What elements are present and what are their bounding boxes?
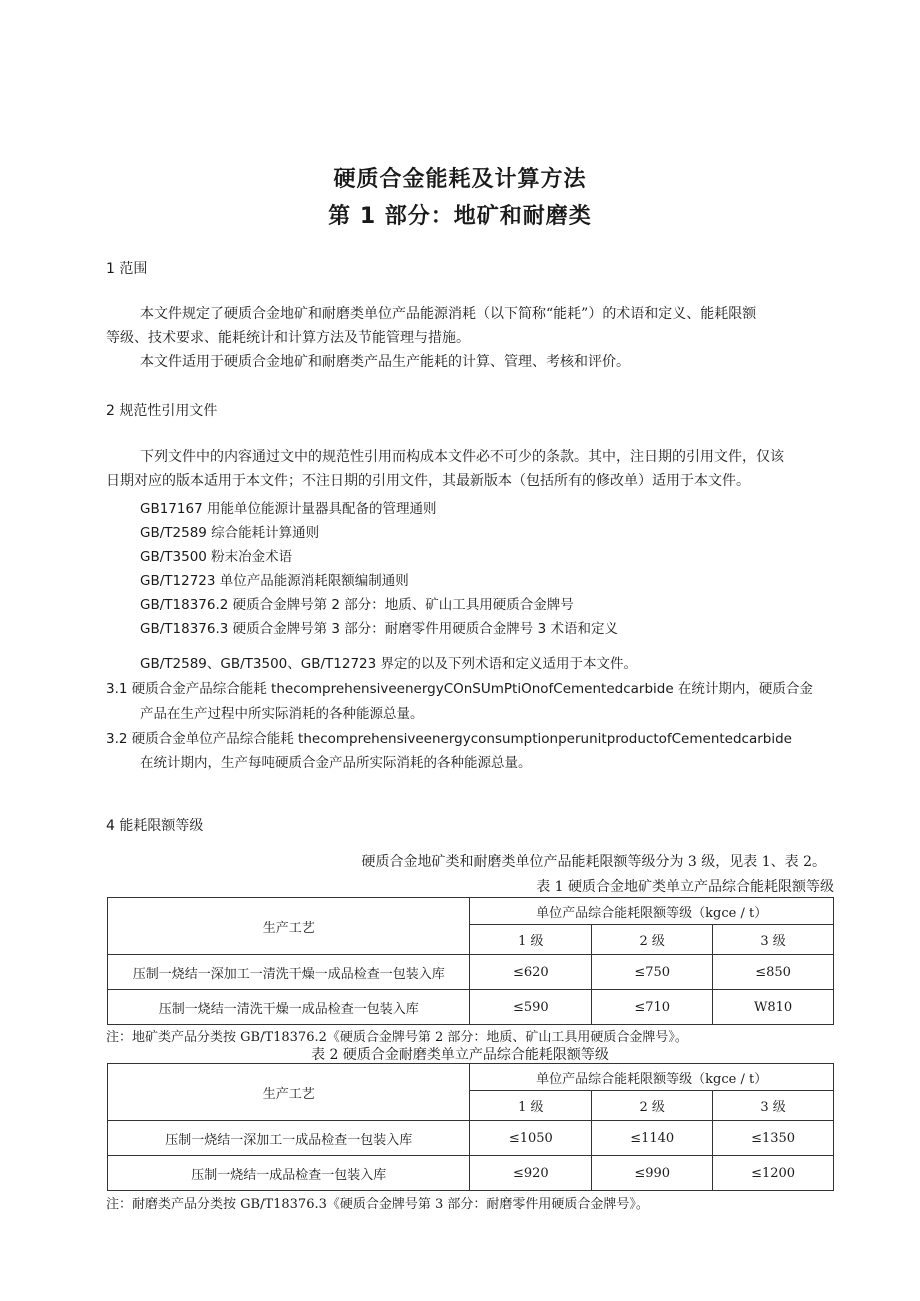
table-1-row-1-process: 压制一烧结一深加工一清洗干燥一成品检查一包装入库 <box>108 955 470 990</box>
table-1-header-level-2: 2 级 <box>592 925 713 955</box>
table-1-row-1-level-3: ≤850 <box>713 955 834 990</box>
document-title: 硬质合金能耗及计算方法 <box>333 167 587 192</box>
table-1-row-1-level-1: ≤620 <box>470 955 592 990</box>
section-1-paragraph-1-line-1: 本文件规定了硬质合金地矿和耐磨类单位产品能源消耗（以下简称“能耗”）的术语和定义、能耗限额 <box>140 306 757 322</box>
table-row <box>108 1121 834 1156</box>
table-2-row-1-level-2: ≤1140 <box>592 1121 713 1156</box>
table-2-row-1-level-1: ≤1050 <box>470 1121 592 1156</box>
term-3-2-line-2: 在统计期内，生产每吨硬质合金产品所实际消耗的各种能源总量。 <box>140 755 532 771</box>
table-2-row-2-level-3: ≤1200 <box>713 1156 834 1191</box>
reference-item: GB/T18376.2 硬质合金牌号第 2 部分：地质、矿山工具用硬质合金牌号 <box>140 597 574 613</box>
table-2-row-2-level-2: ≤990 <box>592 1156 713 1191</box>
section-4-intro: 硬质合金地矿类和耐磨类单位产品能耗限额等级分为 3 级，见表 1、表 2。 <box>361 854 826 870</box>
table-2-caption: 表 2 硬质合金耐磨类单立产品综合能耗限额等级 <box>311 1047 609 1063</box>
table-2-row-1-process: 压制一烧结一深加工一成品检查一包装入库 <box>108 1121 470 1156</box>
table-1-header-group: 单位产品综合能耗限额等级（kgce / t） <box>470 898 834 925</box>
table-1-header-level-3: 3 级 <box>713 925 834 955</box>
section-2-paragraph-line-2: 日期对应的版本适用于本文件；不注日期的引用文件，其最新版本（包括所有的修改单）适用于本文件。 <box>106 473 750 489</box>
table-1-row-2-level-3: W810 <box>713 990 834 1025</box>
section-3-intro: GB/T2589、GB/T3500、GB/T12723 界定的以及下列术语和定义适用于本文件。 <box>140 656 638 672</box>
table-1-caption: 表 1 硬质合金地矿类单立产品综合能耗限额等级 <box>536 879 834 895</box>
section-1-paragraph-1-line-2: 等级、技术要求、能耗统计和计算方法及节能管理与措施。 <box>106 330 470 346</box>
table-1-row-1-level-2: ≤750 <box>592 955 713 990</box>
term-3-2-line-1: 3.2 硬质合金单位产品综合能耗 thecomprehensiveenergyconsumptionperunitproductofCementedcarbide <box>106 731 792 747</box>
document-subtitle: 第 1 部分：地矿和耐磨类 <box>328 204 592 229</box>
section-1-heading: 1 范围 <box>106 261 148 277</box>
section-2-paragraph-line-1: 下列文件中的内容通过文中的规范性引用而构成本文件必不可少的条款。其中，注日期的引用文件，仅该 <box>140 449 784 465</box>
table-2-header-level-1: 1 级 <box>470 1091 592 1121</box>
reference-item: GB/T18376.3 硬质合金牌号第 3 部分：耐磨零件用硬质合金牌号 3 术语和定义 <box>140 621 618 637</box>
table-row <box>108 990 834 1025</box>
table-2-row-2-level-1: ≤920 <box>470 1156 592 1191</box>
table-row <box>108 1156 834 1191</box>
table-1-note: 注：地矿类产品分类按 GB/T18376.2《硬质合金牌号第 2 部分：地质、矿山工具用硬质合金牌号》。 <box>106 1030 688 1045</box>
table-2-note: 注：耐磨类产品分类按 GB/T18376.3《硬质合金牌号第 3 部分：耐磨零件用硬质合金牌号》。 <box>106 1197 649 1212</box>
table-2-header-group: 单位产品综合能耗限额等级（kgce / t） <box>470 1064 834 1091</box>
table-2 <box>107 1063 834 1191</box>
table-2-row-2-process: 压制一烧结一成品检查一包装入库 <box>108 1156 470 1191</box>
table-1-header-process: 生产工艺 <box>108 898 470 955</box>
table-1-row-2-level-2: ≤710 <box>592 990 713 1025</box>
reference-item: GB17167 用能单位能源计量器具配备的管理通则 <box>140 501 437 517</box>
reference-item: GB/T2589 综合能耗计算通则 <box>140 525 320 541</box>
term-3-1-line-1: 3.1 硬质合金产品综合能耗 thecomprehensiveenergyCOnSUmPtiOnofCementedcarbide 在统计期内，硬质合金 <box>106 681 813 697</box>
section-2-heading: 2 规范性引用文件 <box>106 403 218 419</box>
table-2-header-process: 生产工艺 <box>108 1064 470 1121</box>
table-1 <box>107 897 834 1025</box>
table-1-row-2-level-1: ≤590 <box>470 990 592 1025</box>
reference-item: GB/T3500 粉末冶金术语 <box>140 549 293 565</box>
table-2-row-1-level-3: ≤1350 <box>713 1121 834 1156</box>
term-3-1-line-2: 产品在生产过程中所实际消耗的各种能源总量。 <box>140 706 424 722</box>
table-row <box>108 955 834 990</box>
table-1-header-level-1: 1 级 <box>470 925 592 955</box>
table-2-header-level-2: 2 级 <box>592 1091 713 1121</box>
reference-item: GB/T12723 单位产品能源消耗限额编制通则 <box>140 573 409 589</box>
section-4-heading: 4 能耗限额等级 <box>106 818 204 834</box>
section-1-paragraph-2: 本文件适用于硬质合金地矿和耐磨类产品生产能耗的计算、管理、考核和评价。 <box>140 354 630 370</box>
table-1-row-2-process: 压制一烧结一清洗干燥一成品检查一包装入库 <box>108 990 470 1025</box>
table-2-header-level-3: 3 级 <box>713 1091 834 1121</box>
